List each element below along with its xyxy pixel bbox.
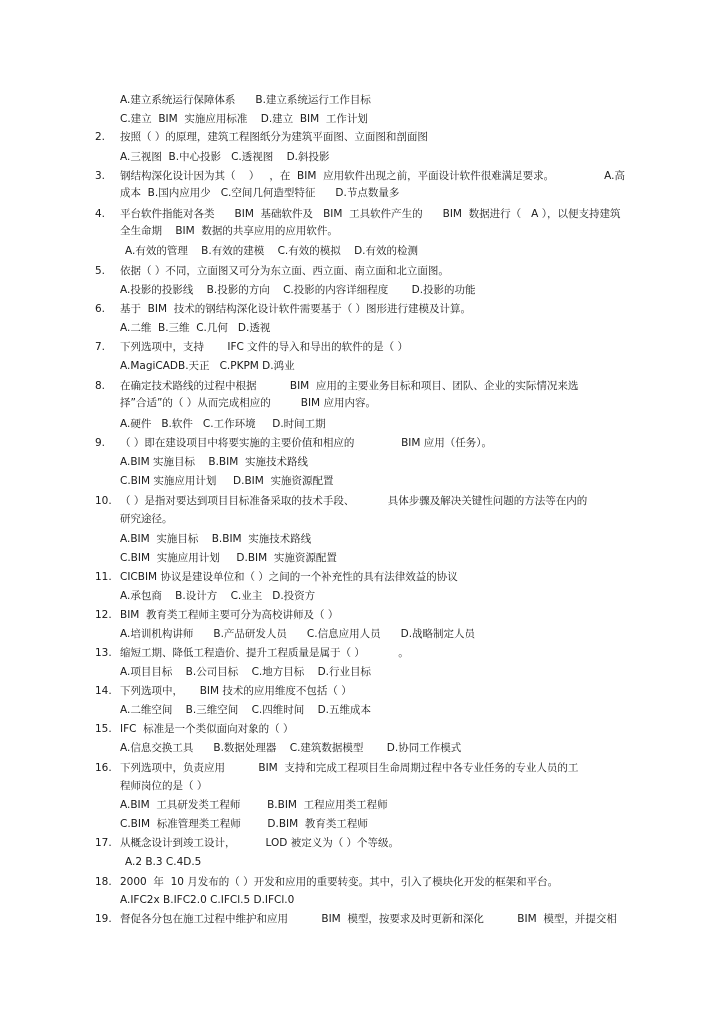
question-number: 2. [95, 131, 106, 143]
option-line: A.投影的投影线 B.投影的方向 C.投影的内容详细程度 D.投影的功能 [120, 284, 476, 296]
question-text: 钢结构深化设计因为其（ ） ，在 BIM 应用软件出现之前，平面设计软件很难满足要求。 A.高 [120, 170, 625, 182]
option-line: 程师岗位的是（ ） [120, 780, 208, 792]
option-line: 研究途径。 [120, 513, 173, 525]
question-number: 7. [95, 341, 106, 353]
option-line: A.建立系统运行保障体系 B.建立系统运行工作目标 [120, 94, 371, 106]
question-number: 10. [95, 495, 112, 507]
question-number: 17. [95, 837, 112, 849]
option-line: 成本 B.国内应用少 C.空间几何造型特征 D.节点数量多 [120, 187, 400, 199]
option-line: A.信息交换工具 B.数据处理器 C.建筑数据模型 D.协同工作模式 [120, 742, 462, 754]
question-text: 下列选项中，支持 IFC 文件的导入和导出的软件的是（ ） [120, 341, 409, 353]
question-number: 5. [95, 265, 106, 277]
question-text: 缩短工期、降低工程造价、提升工程质量是属于（ ） 。 [120, 647, 409, 659]
question-number: 13. [95, 647, 112, 659]
question-text: IFC 标准是一个类似面向对象的（ ） [120, 723, 294, 735]
question-number: 12. [95, 609, 112, 621]
option-line: C.BIM 实施应用计划 D.BIM 实施资源配置 [120, 552, 337, 564]
option-line: 全生命期 BIM 数据的共享应用的应用软件。 [120, 225, 338, 237]
option-line: A.MagiCADB.天正 C.PKPM D.鸿业 [120, 360, 295, 372]
option-line: A.承包商 B.设计方 C.业主 D.投资方 [120, 590, 316, 602]
question-number: 3. [95, 170, 106, 182]
question-text: 从概念设计到竣工设计， LOD 被定义为（ ）个等级。 [120, 837, 400, 849]
option-line: A.三视图 B.中心投影 C.透视图 D.斜投影 [120, 151, 330, 163]
question-number: 9. [95, 437, 106, 449]
question-text: 在确定技术路线的过程中根据 BIM 应用的主要业务目标和项目、团队、企业的实际情况来选 [120, 380, 579, 392]
option-line: A.二维空间 B.三维空间 C.四维时间 D.五维成本 [120, 704, 372, 716]
option-line: A.有效的管理 B.有效的建模 C.有效的模拟 D.有效的检测 [125, 245, 419, 257]
option-line: A.二维 B.三维 C.几何 D.透视 [120, 322, 271, 334]
option-line: C.BIM 实施应用计划 D.BIM 实施资源配置 [120, 475, 334, 487]
question-text: 2000 年 10 月发布的（ ）开发和应用的重要转变。其中，引入了模块化开发的框架和平台。 [120, 876, 559, 888]
option-line: C.BIM 标准管理类工程师 D.BIM 教育类工程师 [120, 818, 368, 830]
question-number: 8. [95, 380, 106, 392]
question-number: 11. [95, 571, 112, 583]
option-line: A.IFC2x B.IFC2.0 C.IFCl.5 D.IFCl.0 [120, 894, 295, 906]
question-text: 按照（ ）的原理，建筑工程图纸分为建筑平面图、立面图和剖面图 [120, 131, 428, 143]
question-text: 下列选项中， BIM 技术的应用维度不包括（ ） [120, 685, 352, 697]
option-line: A.项目目标 B.公司目标 C.地方目标 D.行业目标 [120, 666, 372, 678]
option-line: C.建立 BIM 实施应用标准 D.建立 BIM 工作计划 [120, 113, 368, 125]
question-number: 14. [95, 685, 112, 697]
question-text: 督促各分包在施工过程中维护和应用 BIM 模型，按要求及时更新和深化 BIM 模型，并提交相 [120, 913, 617, 925]
question-text: 平台软件指能对各类 BIM 基础软件及 BIM 工具软件产生的 BIM 数据进行（ A ），以便支持建筑 [120, 208, 621, 220]
option-line: 择”合适”的（ ）从而完成相应的 BIM 应用内容。 [120, 397, 376, 409]
question-number: 18. [95, 876, 112, 888]
question-text: （ ）是指对要达到项目目标准备采取的技术手段、 具体步骤及解决关键性问题的方法等在内的 [120, 495, 588, 507]
option-line: A.BIM 实施目标 B.BIM 实施技术路线 [120, 456, 308, 468]
question-number: 15. [95, 723, 112, 735]
question-text: BIM 教育类工程师主要可分为高校讲师及（ ） [120, 609, 339, 621]
question-number: 19. [95, 913, 112, 925]
question-text: CICBIM 协议是建设单位和（ ）之间的一个补充性的具有法律效益的协议 [120, 571, 458, 583]
option-line: A.2 B.3 C.4D.5 [125, 856, 202, 868]
question-number: 6. [95, 303, 106, 315]
question-number: 16. [95, 762, 112, 774]
option-line: A.BIM 实施目标 B.BIM 实施技术路线 [120, 533, 312, 545]
option-line: A.培训机构讲师 B.产品研发人员 C.信息应用人员 D.战略制定人员 [120, 628, 476, 640]
question-text: 下列选项中，负责应用 BIM 支持和完成工程项目生命周期过程中各专业任务的专业人员的工 [120, 762, 579, 774]
question-text: （ ）即在建设项目中将要实施的主要价值和相应的 BIM 应用（任务）。 [120, 437, 493, 449]
option-line: A.BIM 工具研发类工程师 B.BIM 工程应用类工程师 [120, 799, 388, 811]
question-text: 依据（ ）不同，立面图又可分为东立面、西立面、南立面和北立面图。 [120, 265, 449, 277]
question-text: 基于 BIM 技术的钢结构深化设计软件需要基于（ ）图形进行建模及计算。 [120, 303, 472, 315]
question-number: 4. [95, 208, 106, 220]
option-line: A.硬件 B.软件 C.工作环境 D.时间工期 [120, 418, 326, 430]
